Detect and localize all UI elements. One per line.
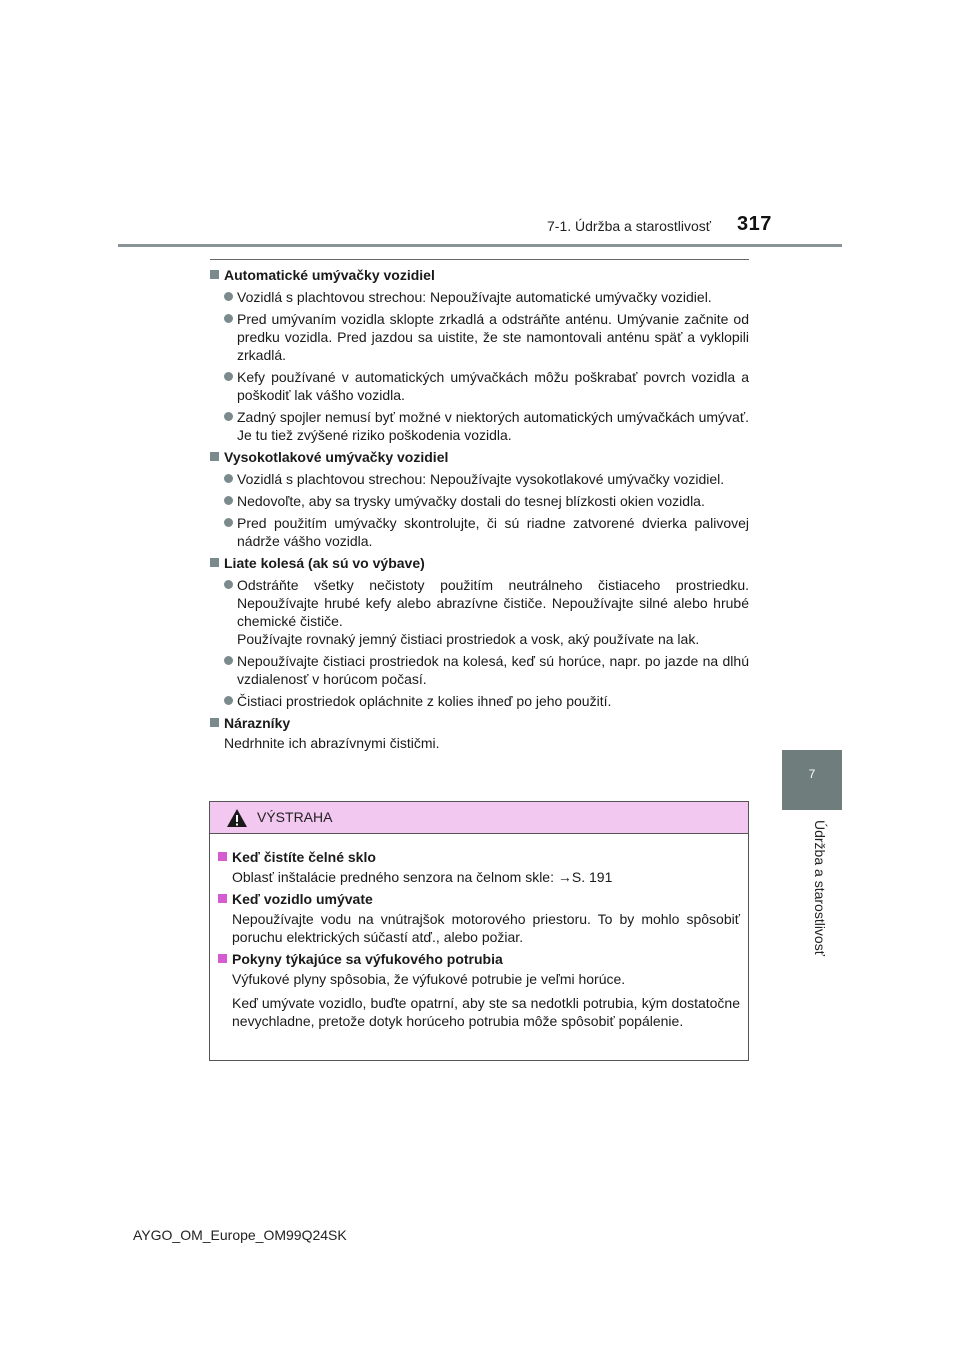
section-heading: Automatické umývačky vozidiel [210,266,749,284]
bullet-icon [224,518,233,527]
chapter-number: 7 [808,767,816,781]
warning-text: Výfukové plyny spôsobia, že výfukové potrubie je veľmi horúce. [232,971,626,987]
warning-heading: Pokyny týkajúce sa výfukového potrubia [218,950,740,968]
content-divider [210,259,749,260]
list-item: Kefy používané v automatických umývačkách môžu poškrabať povrch vozidla a poškodiť lak vášho vozidla. [210,368,749,404]
square-bullet-icon [210,270,219,279]
bullet-icon [224,412,233,421]
list-item: Nedovoľte, aby sa trysky umývačky dostali do tesnej blízkosti okien vozidla. [210,492,749,510]
list-item: Vozidlá s plachtovou strechou: Nepoužívajte vysokotlakové umývačky vozidiel. [210,470,749,488]
bullet-icon [224,580,233,589]
header-divider [118,244,842,247]
main-content [210,262,749,752]
section-heading: Vysokotlakové umývačky vozidiel [210,448,749,466]
warning-header [210,802,748,834]
warning-heading: Keď čistíte čelné sklo [218,848,740,866]
warning-text: Oblasť inštalácie predného senzora na čelnom skle: →S. 191 [232,869,613,885]
bullet-icon [224,372,233,381]
bullet-icon [224,314,233,323]
square-bullet-icon [210,718,219,727]
list-item: Zadný spojler nemusí byť možné v niektorých automatických umývačkách umývať. Je tu tiež zvýšené riziko poškodenia vozidla. [210,408,749,444]
list-item: Pred umývaním vozidla sklopte zrkadlá a odstráňte anténu. Umývanie začnite od predku vozidla. Pred jazdou sa uistite, že ste namontovali anténu späť a vyklopili zrkadlá. [210,310,749,364]
bullet-icon [224,656,233,665]
paragraph: Nedrhnite ich abrazívnymi čističmi. [224,735,440,751]
bullet-icon [224,696,233,705]
page-number: 317 [737,213,772,235]
warning-heading: Keď vozidlo umývate [218,890,740,908]
warning-text: Nepoužívajte vodu na vnútrajšok motorového priestoru. To by mohlo spôsobiť poruchu elektrických súčastí atď., alebo požiar. [232,911,740,945]
square-bullet-icon [210,452,219,461]
chapter-label: Údržba a starostlivosť [812,820,828,956]
section-heading: Nárazníky [210,714,749,732]
footer-code: AYGO_OM_Europe_OM99Q24SK [133,1227,347,1243]
warning-body [210,834,748,1030]
warning-title: VÝSTRAHA [257,809,333,825]
square-bullet-icon [210,558,219,567]
bullet-icon [224,474,233,483]
section-heading: Liate kolesá (ak sú vo výbave) [210,554,749,572]
bullet-icon [224,496,233,505]
chapter-tab[interactable] [782,750,842,810]
square-bullet-icon [218,954,227,963]
square-bullet-icon [218,852,227,861]
list-item: Vozidlá s plachtovou strechou: Nepoužívajte automatické umývačky vozidiel. [210,288,749,306]
list-item: Odstráňte všetky nečistoty použitím neutrálneho čistiaceho prostriedku. Nepoužívajte hrubé kefy alebo abrazívne čističe. Nepoužívajte silné alebo hrubé chemické čističe. Používajte rovnaký jemný čistiaci prostriedok a vosk, aký používate na lak. [210,576,749,648]
list-item: Pred použitím umývačky skontrolujte, či sú riadne zatvorené dvierka palivovej nádrže vášho vozidla. [210,514,749,550]
bullet-icon [224,292,233,301]
list-item: Nepoužívajte čistiaci prostriedok na kolesá, keď sú horúce, napr. po jazde na dlhú vzdialenosť v horúcom počasí. [210,652,749,688]
warning-icon [226,808,248,828]
warning-text: Keď umývate vozidlo, buďte opatrní, aby ste sa nedotkli potrubia, kým dostatočne nevychladne, pretože dotyk horúceho potrubia môže spôsobiť popálenie. [232,995,740,1029]
list-item: Čistiaci prostriedok opláchnite z kolies ihneď po jeho použití. [210,692,749,710]
section-title: 7-1. Údržba a starostlivosť [547,218,711,234]
warning-box [209,801,749,1061]
square-bullet-icon [218,894,227,903]
